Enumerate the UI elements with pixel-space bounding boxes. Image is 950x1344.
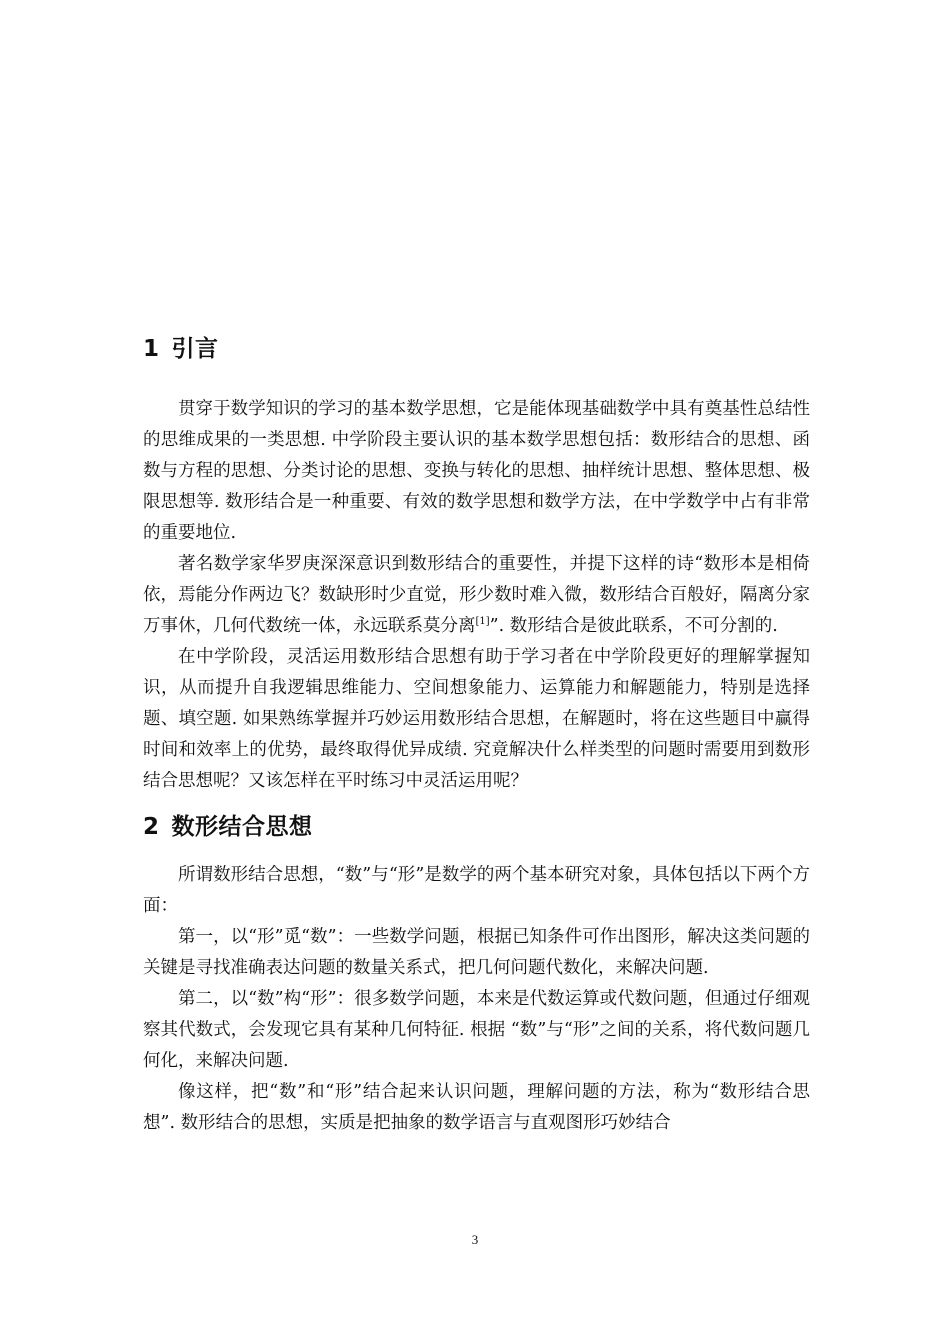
paragraph: 贯穿于数学知识的学习的基本数学思想，它是能体现基础数学中具有奠基性总结性的思维成果的一类思想. 中学阶段主要认识的基本数学思想包括：数形结合的思想、函数与方程的思想、分类讨论的思想、变换与转化的思想、抽样统计思想、整体思想、极限思想等. 数形结合是一种重要、有效的数学思想和数学方法，在中学数学中占有非常的重要地位.: [143, 399, 810, 543]
section-number: 2: [143, 814, 160, 840]
section-number: 1: [143, 336, 160, 362]
poem-text-tail: ”. 数形结合是彼此联系，不可分割的.: [489, 616, 778, 636]
page-body: [143, 332, 810, 1139]
poem-text: 著名数学家华罗庚深深意识到数形结合的重要性，并提下这样的诗“数形本是相倚依，焉能分作两边飞？数缺形时少直觉，形少数时难入微，数形结合百般好，隔离分家万事休，几何代数统一体，永远联系莫分离: [143, 554, 810, 636]
citation-reference: [1]: [475, 616, 490, 627]
page-number: 3: [471, 1232, 479, 1247]
paragraph: 第一，以“形”觅“数”：一些数学问题，根据已知条件可作出图形，解决这类问题的关键是寻找准确表达问题的数量关系式，把几何问题代数化，来解决问题.: [143, 927, 810, 978]
section-title: 引言: [171, 336, 219, 362]
paragraph: 所谓数形结合思想，“数”与“形”是数学的两个基本研究对象，具体包括以下两个方面：: [143, 865, 810, 916]
paragraph: 第二，以“数”构“形”：很多数学问题，本来是代数运算或代数问题，但通过仔细观察其代数式，会发现它具有某种几何特征. 根据 “数”与“形”之间的关系，将代数问题几何化，来解决问题.: [143, 989, 810, 1071]
paragraph: 在中学阶段，灵活运用数形结合思想有助于学习者在中学阶段更好的理解掌握知识，从而提升自我逻辑思维能力、空间想象能力、运算能力和解题能力，特别是选择题、填空题. 如果熟练掌握并巧妙运用数形结合思想，在解题时，将在这些题目中赢得时间和效率上的优势，最终取得优异成绩. 究竟解决什么样类型的问题时需要用到数形结合思想呢？又该怎样在平时练习中灵活运用呢？: [143, 647, 810, 791]
paragraph-poem-quote: [143, 549, 810, 642]
section-title: 数形结合思想: [171, 814, 313, 840]
section-heading-introduction: [143, 332, 810, 366]
paragraph: 像这样，把“数”和“形”结合起来认识问题，理解问题的方法，称为“数形结合思想”. 数形结合的思想，实质是把抽象的数学语言与直观图形巧妙结合: [143, 1082, 810, 1133]
section-heading-number-shape: [143, 810, 810, 844]
